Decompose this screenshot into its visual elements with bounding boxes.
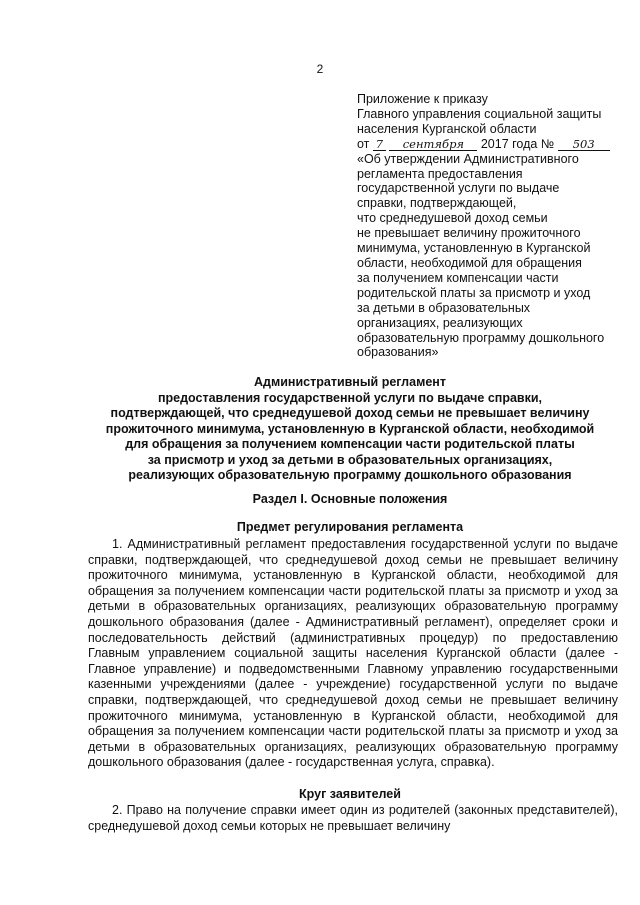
annex-order-title [357, 152, 619, 361]
date-prefix: от [357, 136, 370, 151]
annex-title-line: государственной услуги по выдаче [357, 181, 560, 196]
annex-title-line: за детьми в образовательных [357, 300, 531, 315]
annex-title-line: родительской платы за присмотр и уход [357, 285, 591, 300]
title-line: для обращения за получением компенсации части родительской платы [125, 437, 575, 451]
annex-line: населения Курганской области [357, 121, 537, 136]
title-line: прожиточного минимума, установленную в Курганской области, необходимой [105, 421, 595, 436]
title-line: за присмотр и уход за детьми в образовательных организациях, [147, 452, 553, 467]
section-heading: Раздел I. Основные положения [252, 492, 448, 506]
title-line: реализующих образовательную программу дошкольного образования [128, 468, 572, 482]
handwritten-day: 7 [373, 138, 386, 151]
annex-title-line: области, необходимой для обращения [357, 255, 582, 270]
paragraph-1-text: 1. Административный регламент предоставления государственной услуги по выдаче справки, подтверждающей, что среднедушевой доход семьи не превышает величину прожиточного минимума, установленную в Курганской области, необходимой для обращения за получением компенсации части родительской платы за присмотр и уход за детьми в образовательных организациях, реализующих образовательную программу дошкольного образования (далее - Административный регламент), определяет сроки и последовательность действий (административных процедур) по предоставлению Главным управлением социальной защиты населения Курганской области (далее - Главное управление) и подведомственными Главному управлению государственными казенными учреждениями (далее - учреждение) государственной услуги по выдаче справки, подтверждающей, что среднедушевой доход семьи не превышает величину прожиточного минимума, установленную в Курганской области, необходимой для обращения за получением компенсации части родительской платы за присмотр и уход за детьми в образовательных организациях, реализующих образовательную программу дошкольного образования (далее - государственная услуга, справка). [88, 537, 618, 770]
annex-title-line: «Об утверждении Административного [357, 151, 579, 166]
annex-line: Приложение к приказу [357, 92, 488, 106]
title-line: подтверждающей, что среднедушевой доход семьи не превышает величину [110, 406, 590, 420]
date-year: 2017 года № [480, 136, 555, 151]
annex-title-line: образования» [357, 345, 439, 360]
annex-date-line [357, 137, 619, 152]
annex-title-line: минимума, установленную в Курганской [357, 241, 591, 256]
subject-heading: Предмет регулирования регламента [236, 520, 464, 534]
annex-title-line: организациях, реализующих [357, 315, 523, 330]
annex-title-line: образовательную программу дошкольного [357, 330, 605, 345]
annex-line: Главного управления социальной защиты [357, 106, 602, 121]
annex-title-line: что среднедушевой доход семьи [357, 211, 548, 226]
annex-title-line: не превышает величину прожиточного [357, 226, 581, 241]
annex-title-line: справки, подтверждающей, [357, 196, 517, 211]
document-title [60, 375, 640, 484]
page-number: 2 [316, 62, 324, 76]
handwritten-month: сентября [389, 138, 477, 151]
title-line: Административный регламент [254, 375, 446, 389]
handwritten-order-number: 503 [558, 138, 610, 151]
paragraph-2-text: 2. Право на получение справки имеет один из родителей (законных представителей), среднедушевой доход семьи которых не превышает величину [88, 803, 618, 833]
annex-title-line: регламента предоставления [357, 166, 523, 181]
title-line: предоставления государственной услуги по выдаче справки, [157, 390, 543, 405]
paragraph-2 [88, 803, 618, 834]
applicants-heading: Круг заявителей [299, 787, 401, 801]
paragraph-1 [88, 537, 618, 771]
annex-block [357, 92, 619, 360]
annex-title-line: за получением компенсации части [357, 270, 559, 285]
